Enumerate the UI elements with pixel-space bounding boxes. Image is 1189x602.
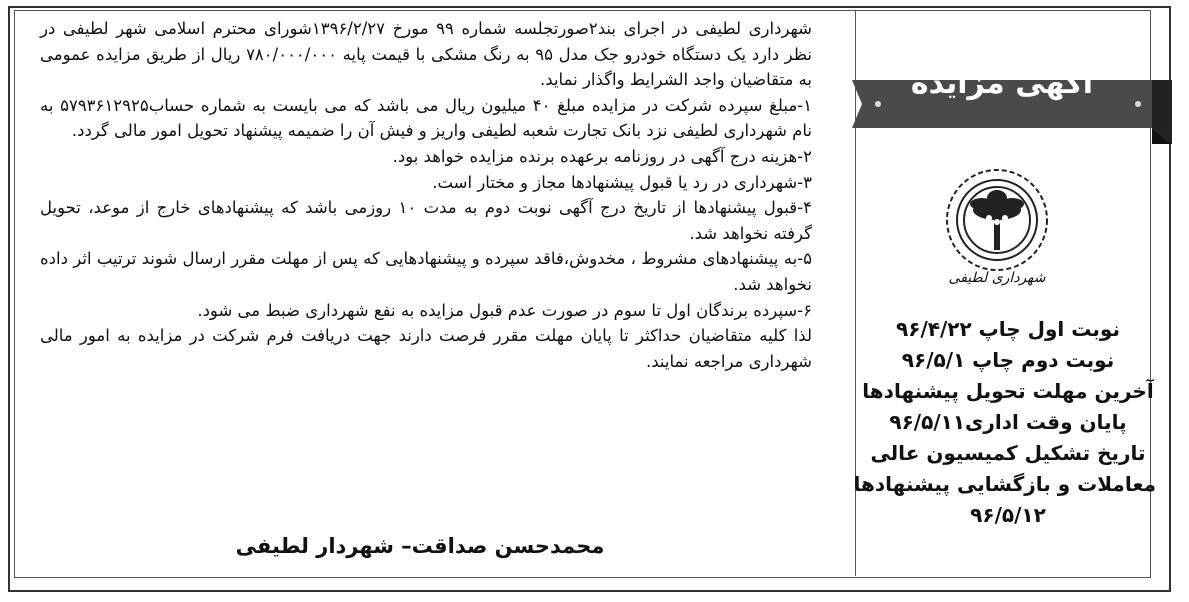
- clause-4: ۴-قبول پیشنهادها از تاریخ درج آگهی نوبت دوم به مدت ۱۰ روزمی باشد که پیشنهادهای خارج از موعد، تحویل گرفته نخواهد شد.: [40, 198, 812, 243]
- signature: محمدحسن صداقت– شهردار لطیفی: [235, 534, 605, 558]
- closing-paragraph: لذا کلیه متقاضیان حداکثر تا پایان مهلت مقرر فرصت دارند جهت دریافت فرم شرکت در مزایده به امور مالی شهرداری مراجعه نمایند.: [40, 326, 812, 371]
- clause-1: ۱-مبلغ سپرده شرکت در مزایده مبلغ ۴۰ میلیون ریال می باشد که می بایست به شماره حساب۵۷۹۳۶۱۲۹۲۵ به نام شهرداری لطیفی نزد بانک تجارت شعبه لطیفی واریز و فیش آن را ضمیمه پیشنهاد تحویل امور مالی گردد.: [40, 95, 812, 141]
- schedule-line: نوبت اول چاپ ۹۶/۴/۲۲: [896, 317, 1120, 341]
- clause-3: ۳-شهرداری در رد یا قبول پیشنهادها مجاز و مختار است.: [432, 172, 812, 192]
- clause-5: ۵-به پیشنهادهای مشروط ، مخدوش،فاقد سپرده و پیشنهادهایی که پس از مهلت مقرر ارسال شوند ترتیب اثر داده نخواهد شد.: [40, 249, 812, 294]
- schedule-line: تاریخ تشکیل کمیسیون عالی: [870, 441, 1146, 465]
- emblem-caption: شهرداری لطیفی: [948, 270, 1046, 286]
- schedule-line: آخرین مهلت تحویل پیشنهادها: [862, 379, 1154, 403]
- clause-2: ۲-هزینه درج آگهی در روزنامه برعهده برنده مزایده خواهد بود.: [392, 146, 812, 166]
- notice-title: آگهی مزایده: [910, 66, 1094, 101]
- notice-body: [40, 16, 812, 576]
- schedule-line: پایان وقت اداری۹۶/۵/۱۱: [889, 410, 1127, 434]
- schedule-block: [853, 314, 1156, 531]
- intro-paragraph: شهرداری لطیفی در اجرای بند۲صورتجلسه شماره ۹۹ مورخ ۱۳۹۶/۲/۲۷شورای محترم اسلامی شهر لطیفی در نظر دارد یک دستگاه خودرو جک مدل ۹۵ به رنگ مشکی با قیمت پایه ۷۸۰/۰۰۰/۰۰۰ ریال از طریق مزایده عمومی به متقاضیان واجد الشرایط واگذار نماید.: [40, 19, 812, 90]
- schedule-line: معاملات و بازگشایی پیشنهادها: [853, 472, 1156, 496]
- schedule-line: ۹۶/۵/۱۲: [970, 503, 1046, 527]
- notice-sidebar: [822, 8, 1170, 592]
- clause-6: ۶-سپرده برندگان اول تا سوم در صورت عدم قبول مزایده به نفع شهرداری ضبط می شود.: [197, 300, 812, 320]
- schedule-line: نوبت دوم چاپ ۹۶/۵/۱: [901, 348, 1115, 372]
